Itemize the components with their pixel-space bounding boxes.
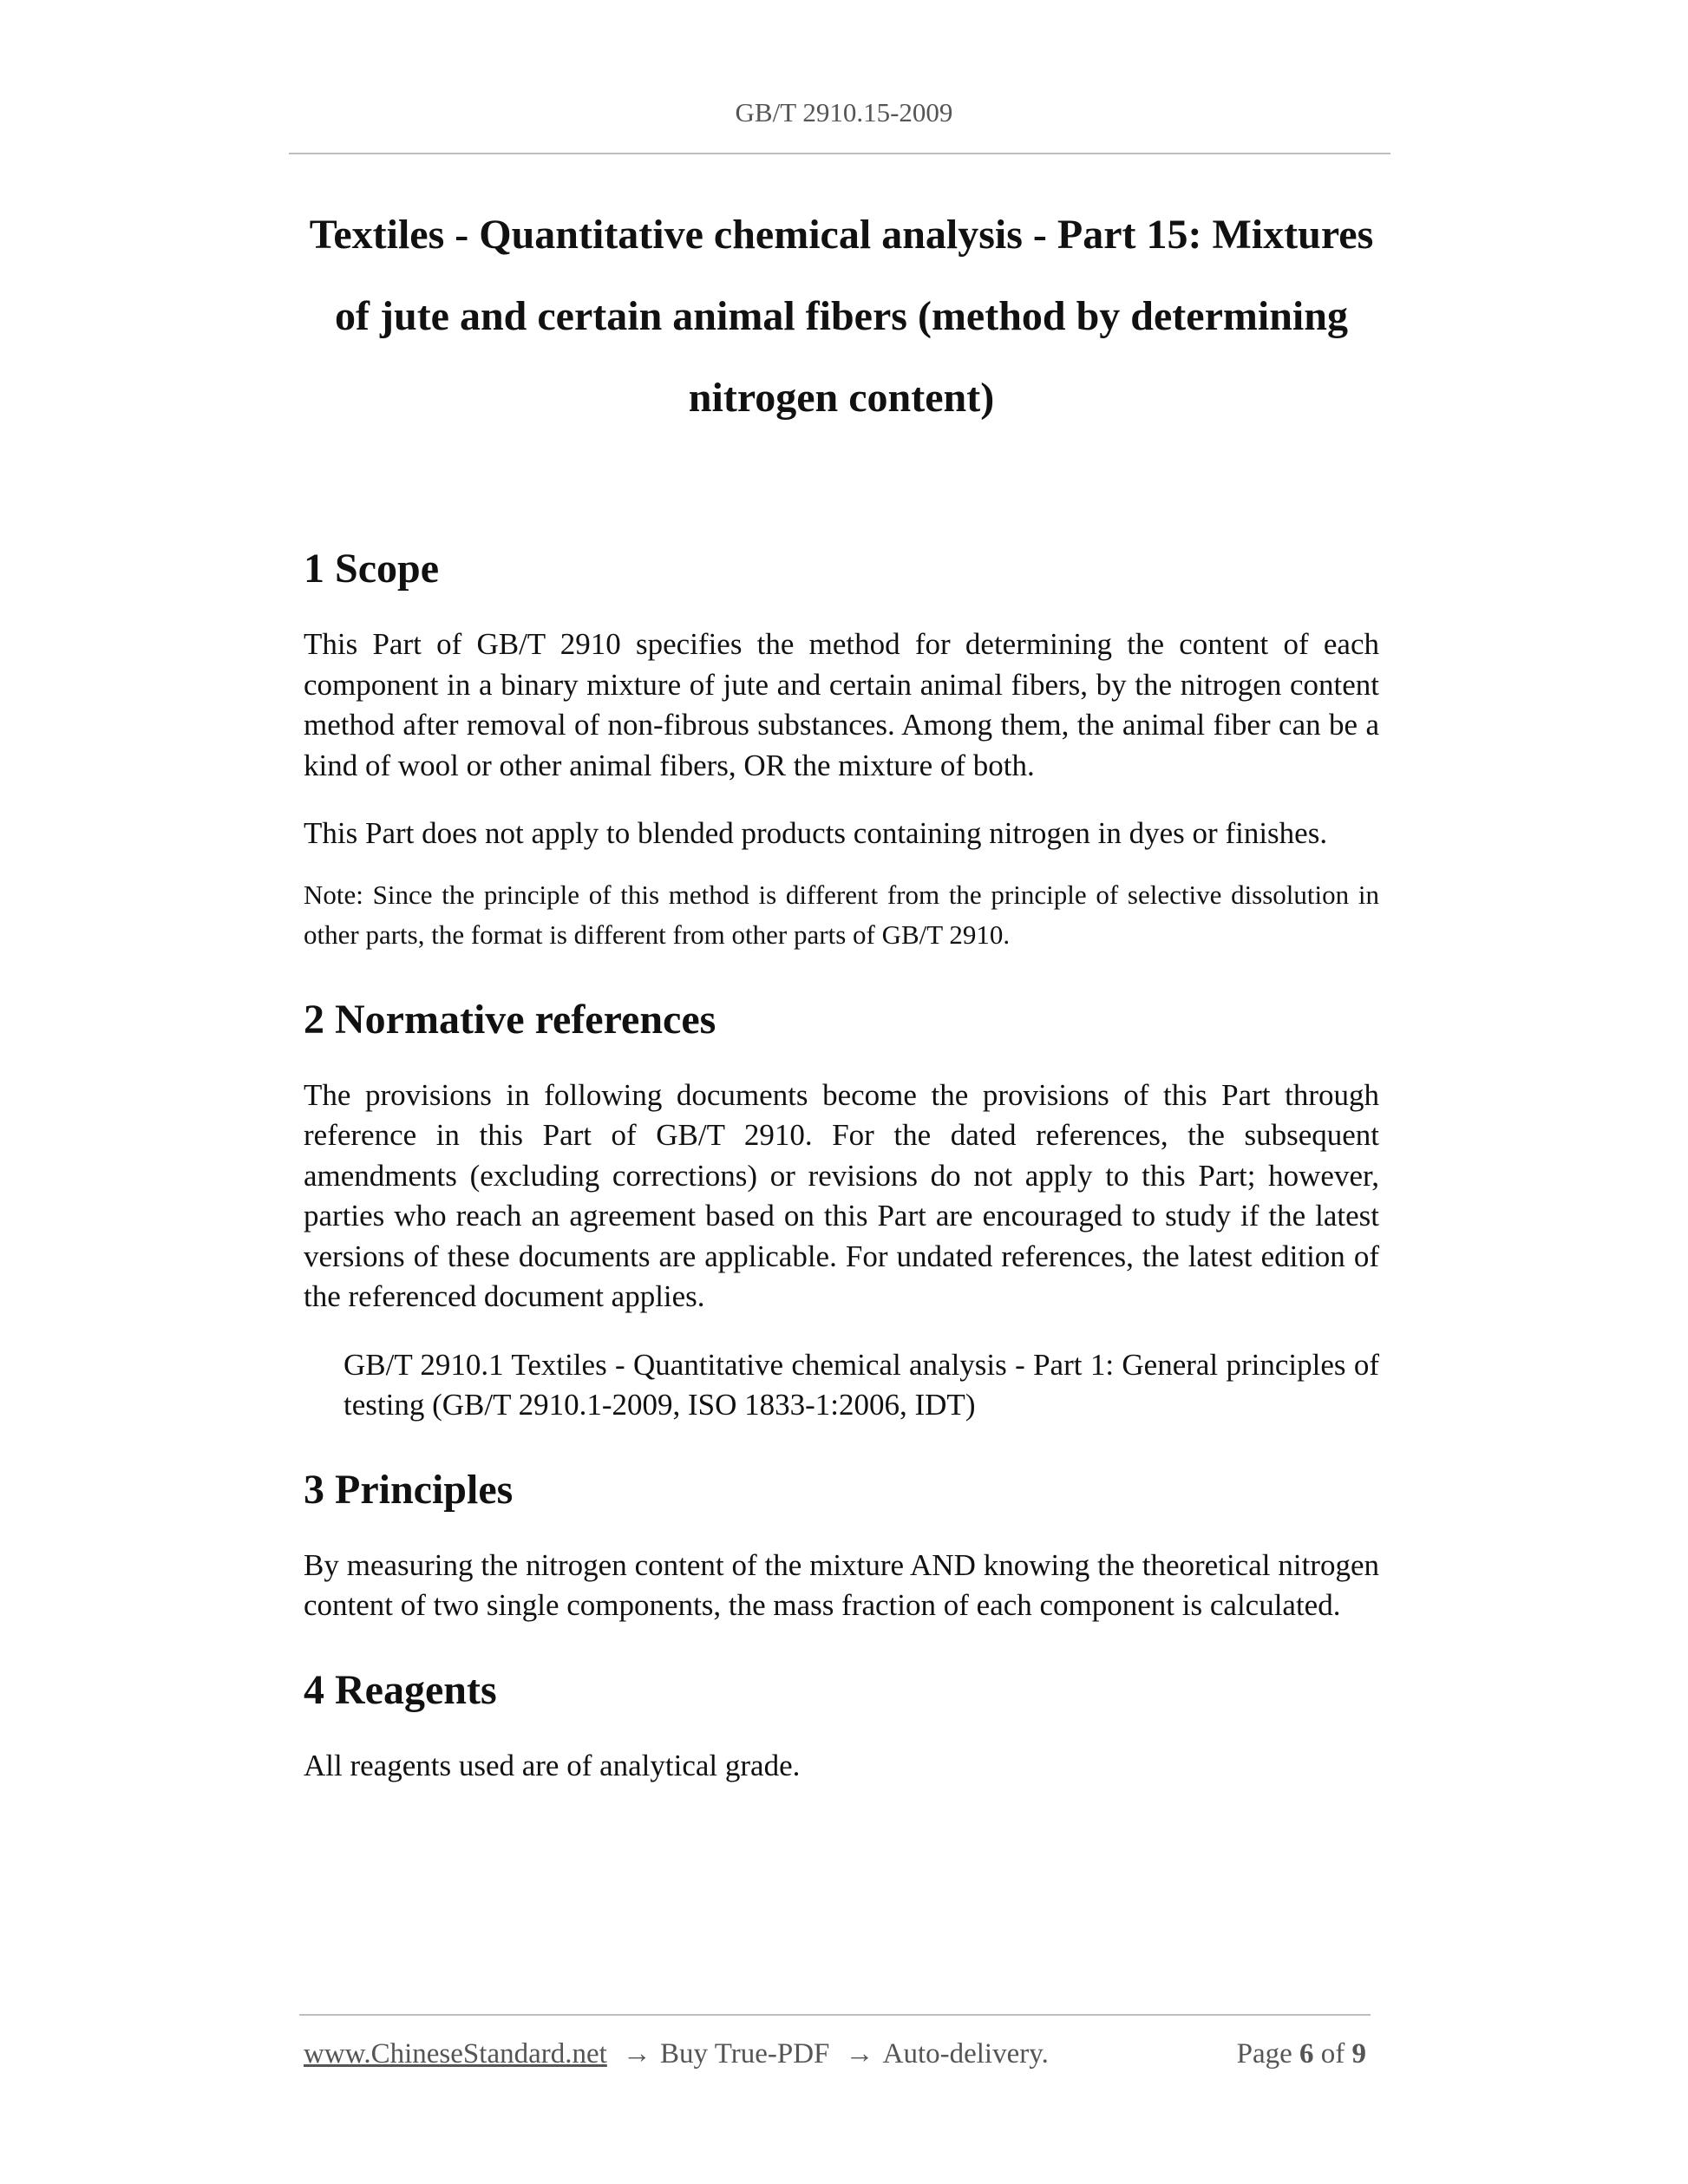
page-indicator xyxy=(1237,2032,1366,2076)
page-total: 9 xyxy=(1351,2038,1366,2070)
scope-note: Note: Since the principle of this method is different from the principle of selective dissolution in other parts, the format is different from other parts of GB/T 2910. xyxy=(304,879,1379,950)
page-number: 6 xyxy=(1299,2038,1314,2070)
section-heading-reagents: 4 Reagents xyxy=(304,1666,497,1713)
footer-website-link[interactable]: www.ChineseStandard.net xyxy=(304,2038,607,2070)
section-heading-principles: 3 Principles xyxy=(304,1466,514,1513)
section-reagents xyxy=(304,1659,1379,1787)
section-heading-scope: 1 Scope xyxy=(304,546,439,592)
normative-reference-item: GB/T 2910.1 Textiles - Quantitative chemical analysis - Part 1: General principles of testing (GB/T 2910.1-2009, ISO 1833-1:2006, IDT) xyxy=(343,1347,1379,1422)
document-body xyxy=(304,538,1379,1786)
document-title xyxy=(304,194,1379,439)
section-heading-normative: 2 Normative references xyxy=(304,996,716,1043)
page-footer xyxy=(304,2032,1371,2076)
footer-divider xyxy=(299,2014,1371,2016)
scope-paragraph-2: This Part does not apply to blended products containing nitrogen in dyes or finishes. xyxy=(304,816,1328,850)
principles-paragraph-1: By measuring the nitrogen content of the mixture AND knowing the theoretical nitrogen content of two single components, the mass fraction of each component is calculated. xyxy=(304,1547,1379,1622)
title-line-3: nitrogen content) xyxy=(688,375,995,421)
footer-promo xyxy=(304,2032,1049,2076)
scope-paragraph-1: This Part of GB/T 2910 specifies the method for determining the content of each component in a binary mixture of jute and certain animal fibers, by the nitrogen content method after removal of non-fibrous substances. Among them, the animal fiber can be a kind of wool or other animal fibers, OR the mixture of both. xyxy=(304,627,1379,782)
arrow-right-icon: → xyxy=(845,2038,874,2070)
arrow-right-icon: → xyxy=(623,2038,652,2070)
footer-buy-text: Buy True-PDF xyxy=(660,2038,830,2070)
title-line-1: Textiles - Quantitative chemical analysis - Part 15: Mixtures xyxy=(309,212,1374,258)
section-principles xyxy=(304,1459,1379,1626)
header-standard-code: GB/T 2910.15-2009 xyxy=(735,97,953,128)
header-divider xyxy=(289,153,1390,154)
footer-delivery-text: Auto-delivery. xyxy=(882,2038,1049,2070)
normative-paragraph-1: The provisions in following documents become the provisions of this Part through reference in this Part of GB/T 2910. For the dated references, the subsequent amendments (excluding corrections) or revisions do not apply to this Part; however, parties who reach an agreement based on this Part are encouraged to study if the latest versions of these documents are applicable. For undated references, the latest edition of the referenced document applies. xyxy=(304,1077,1379,1313)
reagents-paragraph-1: All reagents used are of analytical grade. xyxy=(304,1748,801,1782)
title-line-2: of jute and certain animal fibers (method by determining xyxy=(335,293,1348,339)
section-normative-references xyxy=(304,989,1379,1426)
of-label: of xyxy=(1320,2038,1345,2070)
section-scope xyxy=(304,538,1379,956)
page-label: Page xyxy=(1236,2038,1292,2070)
